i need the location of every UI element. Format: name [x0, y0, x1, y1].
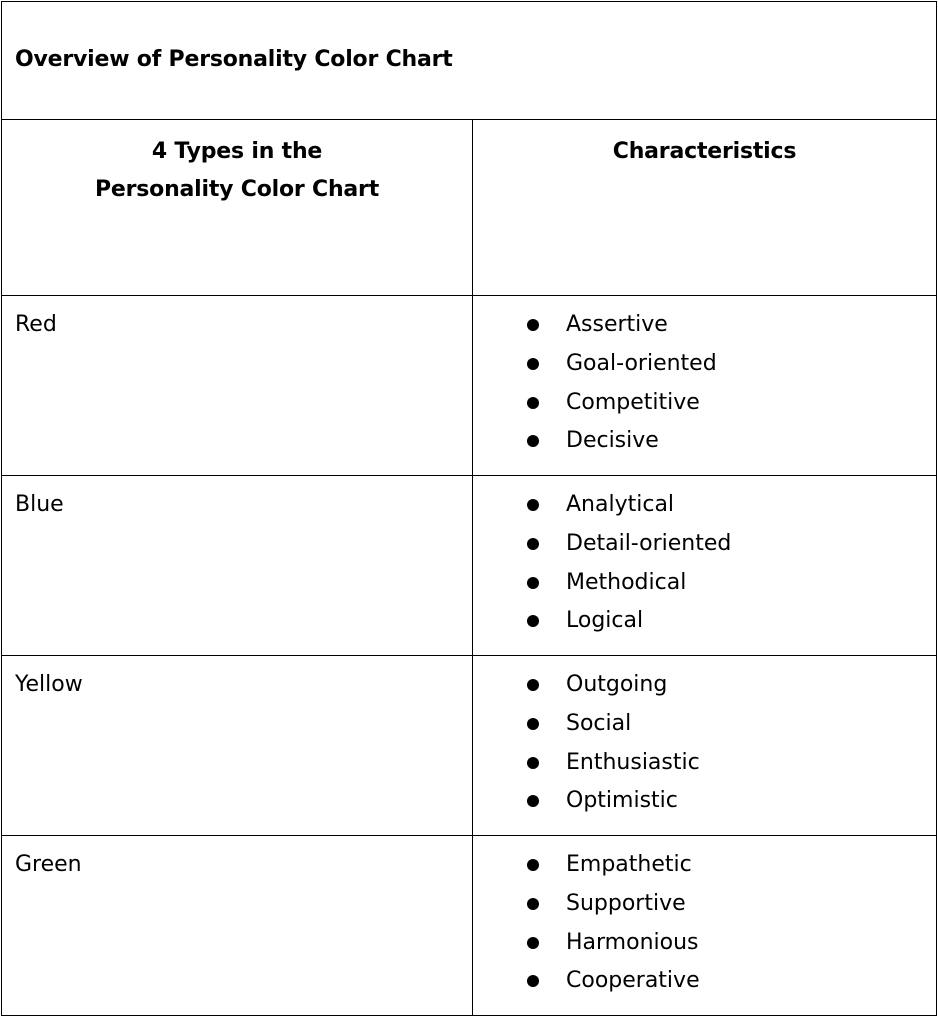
trait-label: Harmonious: [566, 929, 699, 955]
trait-item: [473, 964, 936, 1003]
trait-item: [473, 784, 936, 823]
traits-list: [473, 296, 936, 463]
bullet-icon: [527, 718, 539, 730]
trait-item: [473, 347, 936, 386]
trait-item: [473, 527, 936, 566]
bullet-icon: [527, 795, 539, 807]
type-name: Red: [15, 312, 57, 337]
trait-item: [473, 668, 936, 707]
type-cell: [2, 836, 473, 1016]
bullet-icon: [527, 435, 539, 447]
bullet-icon: [527, 975, 539, 987]
bullet-icon: [527, 538, 539, 550]
bullet-icon: [527, 679, 539, 691]
traits-cell: [473, 656, 937, 836]
traits-cell: [473, 476, 937, 656]
types-header: [2, 120, 472, 209]
trait-label: Enthusiastic: [566, 749, 700, 775]
traits-cell: [473, 296, 937, 476]
trait-item: [473, 386, 936, 425]
bullet-icon: [527, 397, 539, 409]
trait-item: [473, 746, 936, 785]
trait-label: Logical: [566, 608, 644, 634]
trait-item: [473, 566, 936, 605]
characteristics-header-cell: [473, 120, 937, 296]
bullet-icon: [527, 615, 539, 627]
trait-label: Assertive: [566, 312, 668, 337]
characteristics-header: Characteristics: [612, 139, 797, 164]
type-name: Yellow: [15, 672, 83, 697]
types-header-cell: [2, 120, 473, 296]
trait-label: Supportive: [566, 890, 686, 916]
bullet-icon: [527, 319, 539, 331]
trait-label: Analytical: [566, 492, 675, 517]
trait-item: [473, 488, 936, 527]
trait-item: [473, 604, 936, 643]
trait-label: Detail-oriented: [566, 530, 732, 556]
trait-item: [473, 424, 936, 463]
type-cell: [2, 656, 473, 836]
bullet-icon: [527, 859, 539, 871]
traits-list: [473, 836, 936, 1003]
type-cell: [2, 296, 473, 476]
trait-item: [473, 848, 936, 887]
type-cell: [2, 476, 473, 656]
traits-list: [473, 656, 936, 823]
title-cell: [2, 2, 937, 120]
trait-label: Competitive: [566, 389, 700, 415]
table-title: Overview of Personality Color Chart: [15, 47, 453, 72]
trait-label: Outgoing: [566, 672, 668, 697]
types-header-line-2: Personality Color Chart: [94, 177, 380, 202]
trait-label: Goal-oriented: [566, 350, 717, 376]
bullet-icon: [527, 937, 539, 949]
trait-label: Social: [566, 710, 632, 736]
header-row: [2, 120, 937, 296]
table-row-blue: [2, 476, 937, 656]
trait-label: Decisive: [566, 428, 659, 454]
trait-label: Optimistic: [566, 788, 678, 814]
bullet-icon: [527, 499, 539, 511]
table-row-red: [2, 296, 937, 476]
trait-item: [473, 707, 936, 746]
bullet-icon: [527, 898, 539, 910]
trait-label: Methodical: [566, 569, 687, 595]
bullet-icon: [527, 757, 539, 769]
trait-item: [473, 887, 936, 926]
type-name: Blue: [15, 492, 64, 517]
title-row: [2, 2, 937, 120]
personality-color-table: [1, 1, 937, 1016]
trait-label: Empathetic: [566, 852, 692, 877]
type-name: Green: [15, 852, 82, 877]
trait-item: [473, 308, 936, 347]
table-row-yellow: [2, 656, 937, 836]
bullet-icon: [527, 358, 539, 370]
traits-cell: [473, 836, 937, 1016]
trait-item: [473, 926, 936, 965]
table-row-green: [2, 836, 937, 1016]
trait-label: Cooperative: [566, 968, 700, 994]
bullet-icon: [527, 577, 539, 589]
types-header-line-1: 4 Types in the: [151, 139, 323, 164]
traits-list: [473, 476, 936, 643]
